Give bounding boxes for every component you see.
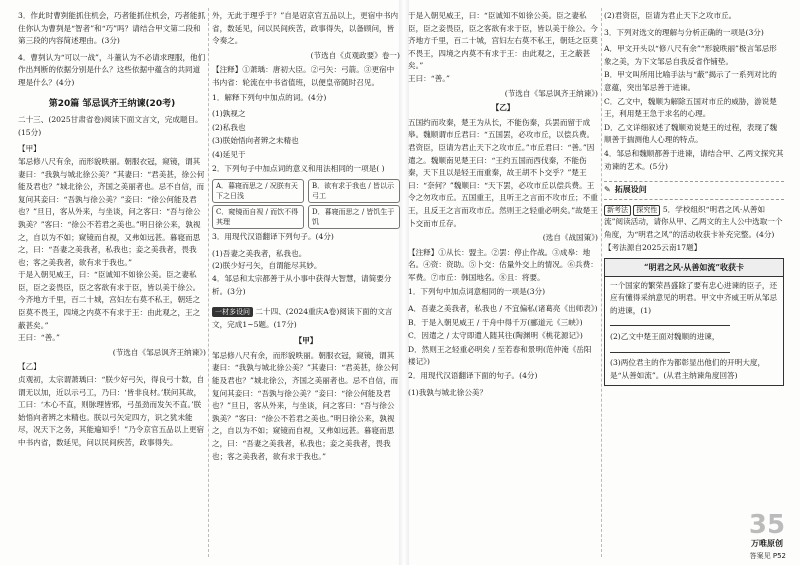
- column-divider: [601, 8, 602, 557]
- question-1: 1．下列句中加点词意相同的一项是(3分): [408, 287, 546, 297]
- notes: 【注释】①从长：盟主。②罢：停止作战。③成皋：地名。④资：资助。⑤卜交：估量外交上的情况。⑥兵费：军费。⑦市丘：韩国地名。⑧且：将要。: [408, 247, 598, 282]
- column-2: [212, 10, 400, 463]
- list-item: (1)吾妻之美我者，私我也。: [212, 248, 307, 258]
- card-line: (3)两位君主的作为都彰显出他们的开明大度，是“从善如流”。(从君主纳谏角度回答): [610, 358, 766, 380]
- list-item: (2)君资臣，臣请为君止天下之攻市丘。: [604, 11, 737, 20]
- question-2-options-row: [212, 205, 400, 229]
- list-item: (1)孰视之: [212, 109, 246, 119]
- question-3: 3．作此时曹刿能抓住机会，巧者能抓住机会，巧者能抓住你认为曹刿是“智者”和“巧”吗？请结合甲文第二段和第三段的内容简述理由。(3分): [18, 11, 206, 46]
- list-item: (3)朕始悟向者辨之未精也: [212, 136, 299, 146]
- option-c[interactable]: C．窥镜而自视 / 而饮不得其理: [212, 205, 304, 229]
- question-1: 1．解释下列句中加点的词。(4分): [212, 92, 327, 102]
- page-number: 答案见 P52: [749, 552, 786, 560]
- passage-b-text: 贞观初，太宗谓萧瑀曰：“朕少好弓矢，得良弓十数，自谓无以加，近以示弓工，乃曰：‘皆非良材。’朕问其故，工曰：‘木心不直，则脉理皆邪，弓虽劲而发矢不直。’朕始悟向者辨之未精也。朕以弓矢定四方，识之犹未能尽，况天下之务，其能遍知乎！”乃令京官五品以上更宿中书内省，数延见，问以民间疾苦，政事得失。: [18, 375, 205, 447]
- list-item: (4)延见于: [212, 149, 246, 159]
- question-4: 4．邹忌和太宗都善于从小事中获得大智慧，请简要分析。(3分): [212, 273, 392, 296]
- question-2: 2．下列句子中加点词的意义和用法相同的一项是( ): [212, 163, 385, 173]
- inquiry-tag: 探究性: [633, 205, 660, 216]
- question-2-options-row: [212, 179, 400, 203]
- multi-question-badge: 一材多设问: [212, 307, 253, 317]
- passage-a-text: 于是入朝见威王，曰：“臣诚知不如徐公美。臣之妻私臣，臣之妾畏臣，臣之客欲有求于臣，皆以美于徐公。今齐地方千里，百二十城，宫妇左右莫不私王，朝廷之臣莫不畏王，四境之内莫不有求于王：由此观之，王之蔽甚矣。”: [18, 270, 201, 330]
- passage-b-continued: 外，无此于理乎于？”自是诏京官五品以上，更宿中书内省，数延见，问以民间疾苦，政事得失，以备顾问，皆令奏之。: [212, 11, 399, 46]
- publisher-logo: [746, 511, 788, 547]
- passage-b-label: 【乙】: [18, 362, 41, 372]
- section-intro: 二十三、(2025甘肃省卷)阅读下面文言文，完成题目。(15分): [18, 115, 203, 137]
- column-4: [604, 10, 784, 386]
- passage-label: 【甲】: [294, 336, 318, 346]
- pencil-icon: ✎: [604, 185, 611, 195]
- passage-source: (节选自《邹忌讽齐王纳谏》): [112, 347, 206, 357]
- expand-label: 拓展设问: [614, 185, 647, 195]
- option-a[interactable]: A．甲文开头以“修八尺有余”“形貌昳丽”极言邹忌形象之美，为下文邹忌自我反省作铺垫。: [604, 44, 777, 66]
- passage-source: (节选自《贞观政要》卷一): [310, 50, 400, 60]
- option-c[interactable]: C．因遣之 / 太守即遣人随其往(陶渊明《桃花源记》): [408, 331, 583, 341]
- notes: 【注释】①萧瑀：唐初大臣。②弓矢：弓箭。③更宿中书内省：轮流在中书省值班，以便皇帝随时召见。: [212, 65, 395, 87]
- question-5-text: 5．学校组织“明君之风·从善如流”阅读活动，请你从甲、乙两文的主人公中选取一个角度，为“明君之风”的活动收获卡补充完整。(4分)【考法源自2025云南17题】: [604, 204, 783, 252]
- passage-a-label: 【甲】: [18, 144, 41, 154]
- passage-source: (节选自《邹忌讽齐王纳谏》): [504, 88, 598, 98]
- passage-a-text: 邹忌修八尺有余，而形貌昳丽。朝服衣冠，窥镜，谓其妻曰：“我孰与城北徐公美？”其妻曰：“君美甚，徐公何能及君也？”城北徐公，齐国之美丽者也。忌不自信，而复问其妾曰：“吾孰与徐公美？”妾曰：“徐公何能及君也？”旦日，客从外来，与坐谈，问之客曰：“吾与徐公孰美？”客曰：“徐公不若君之美也。”明日徐公来，孰视之，自以为不如；窥镜而自视，又弗如远甚。暮寝而思之，曰：“吾妻之美我者，私我也；妾之美我者，畏我也；客之美我者，欲有求于我也。”: [18, 156, 205, 267]
- card-line: (2)乙文中楚王面对魏顺的进谏，: [610, 332, 720, 342]
- passage-end: 王曰：“善。”: [408, 73, 450, 83]
- option-a[interactable]: A．吾妻之美我者，私我也 / 不宜偏私(诸葛亮《出师表》): [408, 304, 598, 314]
- question-3: 3．下列对选文的理解与分析正确的一项是(3分): [604, 27, 764, 37]
- passage-b-text: 五国约而攻秦，楚王为从长，不能伤秦，兵罢而留于成皋。魏顺谓市丘君曰：“五国罢，必攻市丘，以偿兵费。君资臣，臣请为君止天下之攻市丘。”市丘君曰：“善。”因遣之。魏顺南见楚王曰：“王约五国而西伐秦，不能伤秦，天下且以是轻王而重秦，故王胡不卜交乎？”楚王曰：“奈何？”魏顺曰：“天下罢，必攻市丘以偿兵费。王令之勿攻市丘。五国重王，且听王之言而不攻市丘；不重王，且反王之言而攻市丘。然则王之轻重必明矣。”故楚王卜交而市丘存。: [408, 117, 598, 228]
- logo-mark: 35: [748, 510, 786, 540]
- question-3-options: [604, 43, 784, 147]
- question-3: 3．用现代汉语翻译下列句子。(4分): [212, 232, 334, 242]
- list-item: (1)我孰与城北徐公美？: [408, 387, 488, 397]
- option-b[interactable]: B．甲文叫所用比喻手法与“蔽”揭示了一系列对比的意蕴，突出邹忌善于进谏。: [604, 70, 777, 92]
- column-1: [18, 10, 206, 450]
- question-5: [604, 204, 784, 254]
- passage-b-label: 【乙】: [491, 103, 515, 113]
- passage-text: 邹忌修八尺有余，而形貌昳丽。朝服衣冠，窥镜，谓其妻曰：“我孰与城北徐公美？”其妻曰：“君美甚，徐公何能及君也？”城北徐公，齐国之美丽者也。忌不自信，而复问其妾曰：“吾孰与徐公美？”妾曰：“徐公何能及君也？”旦日，客从外来，与坐谈，问之客曰：“吾与徐公孰美？”客曰：“徐公不若君之美也。”明日徐公来，孰视之，自以为不如；窥镜而自视，又弗如远甚。暮寝而思之，曰：“吾妻之美我者，私我也；妾之美我者，畏我也；客之美我者，欲有求于我也。”: [212, 350, 399, 461]
- option-c[interactable]: C．乙文中，魏顺为解除五国对市丘的威胁，游说楚王，利用楚王急于求名的心理。: [604, 96, 777, 119]
- answer-blank[interactable]: [610, 317, 778, 331]
- card-title: “明君之风·从善如流”收获卡: [605, 259, 783, 277]
- option-d[interactable]: D．暮寝而思之 / 皆饥生于饥: [308, 205, 400, 229]
- card-line: 一个国家的繁荣昌盛除了要有忠心进谏的臣子，还应有懂得采纳意见的明君。甲文中齐威王听从邹忌的进谏，(1): [610, 280, 778, 315]
- card-body: [605, 277, 783, 386]
- question-1-options: [408, 303, 598, 369]
- question-4: 4．曹刿认为“可以一战”，斗董认为不必请求理服，他们作出判断的依据分别是什么？这些依据中蕴含的共同道理是什么？(4分): [18, 52, 206, 87]
- section-title: 第20篇 邹忌讽齐王纳谏(20考): [48, 98, 176, 109]
- logo-text: 万唯原创: [751, 539, 783, 548]
- passage-continued: 于是入朝见威王，曰：“臣诚知不如徐公美。臣之妻私臣，臣之妾畏臣，臣之客欲有求于臣，皆以美于徐公。今齐地方千里，百二十城，宫妇左右莫不私王，朝廷之臣莫不畏王，四境之内莫不有求于王：由此观之，王之蔽甚矣。”: [408, 11, 598, 71]
- list-item: (2)私我也: [212, 122, 246, 132]
- option-d[interactable]: D．然则王之轻重必明矣 / 至若春和景明(范仲淹《岳阳楼记》): [408, 344, 592, 367]
- question-4: 4．邹忌和魏顺都善于进谏，请结合甲、乙两文探究其劝谏的艺术。(5分): [604, 148, 784, 171]
- option-b[interactable]: B．于是入朝见威王 / 于舟中得千万(郦道元《三峡》): [408, 317, 583, 327]
- new-method-tag: 新考法: [604, 205, 631, 216]
- question-2: 2．用现代汉语翻译下面的句子。(4分): [408, 371, 538, 381]
- question-1-items: [212, 108, 400, 161]
- option-b[interactable]: B．欲有求于我也 / 皆以示弓工: [308, 179, 400, 203]
- option-d[interactable]: D．乙文详细叙述了魏顺劝说楚王的过程，表现了魏顺善于揣测他人心理的特点。: [604, 122, 778, 145]
- option-a[interactable]: A．暮寝而思之 / 况朕有天下之日浅: [212, 179, 304, 203]
- answer-blank[interactable]: [610, 344, 778, 358]
- section-intro: [212, 306, 400, 331]
- section-intro-text: 二十四、(2024重庆A卷)阅读下面的文言文，完成1~5题。(17分): [212, 307, 393, 329]
- list-item: (2)朕少好弓矢，自谓能尽其妙。: [212, 261, 322, 271]
- column-divider: [208, 8, 209, 557]
- harvest-card: [604, 258, 784, 386]
- passage-a-text: 王曰：“善。”: [18, 333, 60, 343]
- column-3: [408, 10, 598, 399]
- passage-source: (选自《战国策》): [542, 233, 598, 243]
- expand-section-header: [604, 181, 784, 200]
